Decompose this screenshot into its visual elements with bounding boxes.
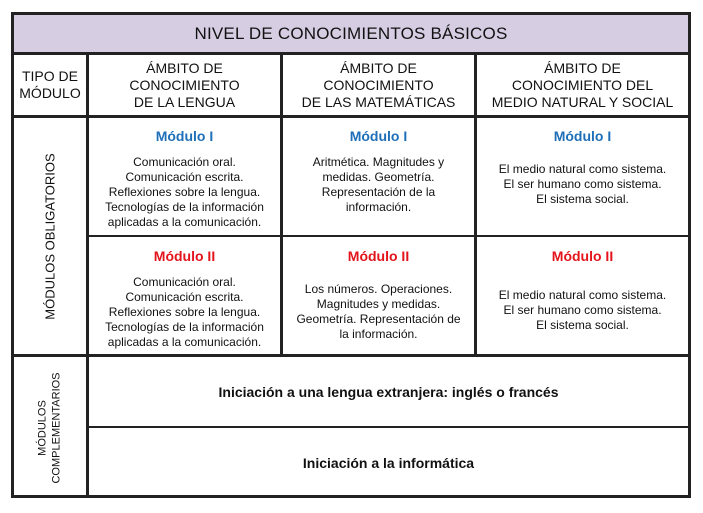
module-label: Módulo II bbox=[153, 248, 216, 264]
complementario-informatica-text: Iniciación a la informática bbox=[302, 455, 475, 471]
complementario-informatica bbox=[89, 428, 688, 498]
module-line: Comunicación escrita. bbox=[125, 290, 244, 304]
table-title bbox=[14, 15, 688, 52]
module-line: Comunicación oral. bbox=[133, 155, 236, 169]
label-obligatorios bbox=[14, 118, 86, 354]
module-line: Magnitudes y medidas. bbox=[316, 297, 441, 311]
table-title-text: NIVEL DE CONOCIMIENTOS BÁSICOS bbox=[194, 23, 508, 43]
label-obligatorios-text: MÓDULOS OBLIGATORIOS bbox=[42, 152, 58, 320]
module-line: El ser humano como sistema. bbox=[503, 303, 662, 317]
cell-modulo2-lengua bbox=[89, 249, 280, 350]
header-medio-line: ÁMBITO DE bbox=[544, 59, 621, 76]
header-matematicas-line: DE LAS MATEMÁTICAS bbox=[301, 93, 456, 110]
module-line: información. bbox=[345, 200, 412, 214]
label-complementarios bbox=[14, 357, 86, 498]
rule-between-modules bbox=[88, 235, 691, 237]
module-line: El sistema social. bbox=[536, 192, 629, 206]
module-line: Reflexiones sobre la lengua. bbox=[108, 185, 261, 199]
header-tipo-line: TIPO DE bbox=[21, 68, 78, 84]
module-label: Módulo II bbox=[347, 248, 410, 264]
module-line: El medio natural como sistema. bbox=[498, 288, 667, 302]
module-label: Módulo I bbox=[553, 128, 612, 144]
cell-modulo1-matematicas bbox=[283, 129, 474, 215]
header-tipo bbox=[14, 55, 86, 115]
label-complementarios-line: COMPLEMENTARIOS bbox=[51, 371, 63, 484]
complementario-idioma-text: Iniciación a una lengua extranjera: inglés o francés bbox=[218, 383, 559, 400]
module-line: Comunicación escrita. bbox=[125, 170, 244, 184]
header-matematicas-line: ÁMBITO DE bbox=[340, 59, 417, 76]
header-tipo-line: MÓDULO bbox=[19, 85, 81, 101]
module-line: aplicadas a la comunicación. bbox=[107, 215, 262, 229]
header-medio bbox=[477, 55, 688, 115]
module-label: Módulo II bbox=[551, 248, 614, 264]
module-line: El sistema social. bbox=[536, 318, 629, 332]
rule-below-header bbox=[11, 115, 691, 118]
cell-modulo1-medio bbox=[477, 129, 688, 207]
cell-modulo2-medio bbox=[477, 249, 688, 333]
header-medio-line: CONOCIMIENTO DEL bbox=[511, 76, 654, 93]
module-line: Comunicación oral. bbox=[133, 275, 236, 289]
module-label: Módulo I bbox=[155, 128, 214, 144]
module-line: El medio natural como sistema. bbox=[498, 162, 667, 176]
header-lengua-line: CONOCIMIENTO bbox=[129, 76, 240, 93]
module-line: medidas. Geometría. bbox=[322, 170, 435, 184]
module-line: Reflexiones sobre la lengua. bbox=[108, 305, 261, 319]
header-lengua-line: ÁMBITO DE bbox=[146, 59, 223, 76]
module-label: Módulo I bbox=[349, 128, 408, 144]
header-lengua bbox=[89, 55, 280, 115]
module-line: aplicadas a la comunicación. bbox=[107, 335, 262, 349]
label-complementarios-line: MÓDULOS bbox=[37, 399, 49, 456]
header-matematicas bbox=[283, 55, 474, 115]
module-line: Representación de la bbox=[321, 185, 436, 199]
cell-modulo2-matematicas bbox=[283, 249, 474, 342]
complementario-idioma bbox=[89, 357, 688, 426]
header-matematicas-line: CONOCIMIENTO bbox=[323, 76, 434, 93]
module-line: Aritmética. Magnitudes y bbox=[312, 155, 445, 169]
module-line: Los números. Operaciones. bbox=[304, 282, 453, 296]
module-line: Tecnologías de la información bbox=[105, 200, 264, 214]
module-line: El ser humano como sistema. bbox=[503, 177, 662, 191]
cell-modulo1-lengua bbox=[89, 129, 280, 230]
module-line: Geometría. Representación de bbox=[296, 312, 461, 326]
module-line: la información. bbox=[339, 327, 418, 341]
header-medio-line: MEDIO NATURAL Y SOCIAL bbox=[491, 93, 674, 110]
module-line: Tecnologías de la información bbox=[105, 320, 264, 334]
header-lengua-line: DE LA LENGUA bbox=[133, 93, 236, 110]
